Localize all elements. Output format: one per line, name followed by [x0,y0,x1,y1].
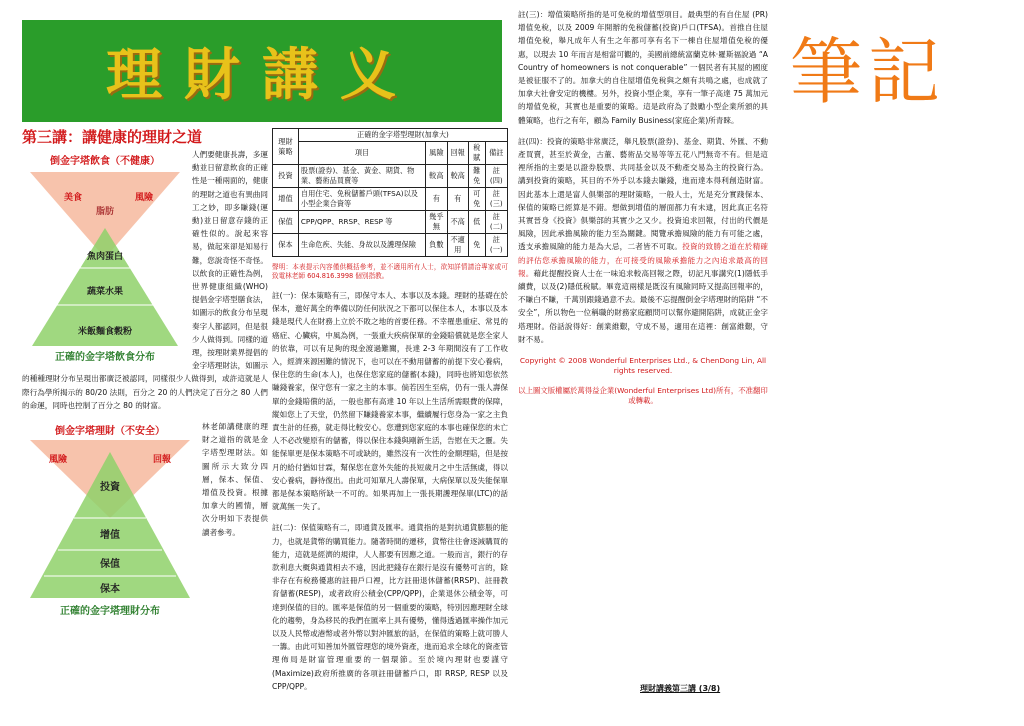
note-3: 註(三)：增值策略所指的是可免稅的增值型項目。最典型的有自住屋 (PR)增值免稅，以及 2009 年開辦的免稅儲蓄(投資)戶口(TFSA)。首推自住屋增值免稅，舉凡成年人有生之年都可享有名下一棟自住屋增值免稅的優惠，以現去 10 年而言是相當可觀的，美國前總統富蘭克林‧羅斯福說過 “A Country of homeowners is not conquerable” 一個民者有其屋的國度是被征服不了的。加拿大的自住屋增值免稅與之頗有共鳴之處，也成就了加拿大社會安定的機樓。另外，投資小型企業，享有一筆子高達 75 萬加元的增值免稅，其實也是重要的策略。這是政府為了鼓勵小型企業所頒的具體策略，也行之有年，顧為 Family Business(家庭企業)所青睞。 [518,10,768,125]
note-2: 註(二)：保值策略有二，即通貨及匯率。通貨指的是對抗通貨膨脹的能力，也就是貨幣的購買能力。隨著時間的遷移，貨幣往往會逐減購買的能力，這就是經濟的規律，人人都要有因應之道。一般而言，銀行的存款利息大概與通貨相去不遠，因此把錢存在銀行是沒有優勢可言的，除非存在有稅務優惠的註冊戶口裡，比方註冊退休儲蓄(RRSP)、註冊教育儲蓄(RESP)，或者政府公積金(CPP/QPP)，企業退休公積金等，可達到保值的目的。匯率是保值的另一個重要的策略，特別因應理財全球化的趨勢，身為移民的我們在匯率上具有優勢，懂得透過匯率操作加元以及人民幣或港幣或者外幣以對沖匯旅的話，在保值的策略上就可勝人一籌。由此可知善加外匯管理您的境外資產，進而追求全球化的資產管理佈局是財富管理重要的一個環節。至於境內理財也要謹守(Maximize)政府所推廣的各項註冊儲蓄戶口，即 RRSP, RESP 以及 CPP/QPP。 [272,523,508,691]
table-cell: 免 [468,234,485,257]
table-corner: 理財策略 [273,129,299,165]
table-cell: 註(三) [485,188,507,211]
table-cell: 註(四) [485,165,507,188]
table-row [273,211,508,234]
note-4-text: 註(四)：投資的策略非常廣泛，舉凡股票(證券)、基金、期貨、外匯、不動產買賣，甚至於黃金，古董、藝術品交易等等五花八門無奇不有。但是這裡所指的主要是以證券股票、共同基金以及不動產交易為主的投資行為。講到投資的策略，其目的不外乎以本錢去賺錢，進而達本得利創造財富。因此基本上還是富人俱樂部的理財策略，一般人士，光是充分實踐保本、保值的策略已經算是不錯。想做到增值的層面都力有未逮，因此真正名符其實晉身《投資》俱樂部的其實少之又少。投資追求回報，付出的代價是風險，因此承擔風險的能力至為關鍵。閱覽承擔風險的能力有可能之處，透支承擔風險的能力是為大忌，二者皆不可取。 [518,136,768,252]
copyright-line-chinese: 以上圖文版權屬於萬得益企業(Wonderful Enterprises Ltd)所有，不准翻印或轉載。 [518,386,768,406]
banner-title: 理財講义 [106,42,418,108]
finance-layer-label: 回報 [152,455,172,466]
table-row [273,165,508,188]
table-header: 稅賦 [468,142,485,165]
food-layer-label: 米飯麵食穀粉 [77,327,133,337]
table-header: 回報 [447,142,468,165]
table-cell: 保值 [273,211,299,234]
table-cell: 保本 [273,234,299,257]
copyright-line: Copyright © 2008 Wonderful Enterprises Ltd., & ChenDong Lin, All rights reserved. [519,356,767,376]
column-right [518,8,768,406]
finance-pyramid-top-label: 倒金字塔理財（不安全） [55,426,165,438]
intro-paragraph: 人們要健康長壽，多運動並日留意飲食的正確性是一種兩面的，健康的理財之道也有異曲同工之妙，即多賺錢(運動)並日留意存錢的正確性似的。說起來容易，做起來卻是知易行難，您說奇怪不奇怪。以飲食的正確性為例，世界健康組織(WHO)提倡金字塔型膳食法，如圖示的飲食分布呈現奏字人都認同，但是很少人做得到。同樣的道理，按理財業界提倡的金字塔理財法，如圖示的種種理財分布呈現出都廣泛被認同，同樣很少人做得到，或許這就是人際行為學所揭示的 80/20 法則，百分之 20 的人們決定了百分之 80 人們的命運，同時也控制了百分之 80 的財富。 [22,150,268,410]
table-cell: 較高 [426,165,447,188]
table-cell: CPP/QPP、RRSP、RESP 等 [298,211,425,234]
table-header-row [273,142,508,165]
table-cell: 自用住宅、免稅儲蓄戶頭(TFSA)以及小型企業合資等 [298,188,425,211]
table-disclaimer: 聲明：本表提示內容僅供概括參考，並不適用所有人士，欲知詳情請洽專家或可致電林老師 604.816.3998 個別指教。 [272,263,508,280]
table-cell: 增值 [273,188,299,211]
table-cell: 股票(證券)、基金、黃金、期貨、物業、藝術品買賣等 [298,165,425,188]
finance-layer-label: 增值 [100,530,120,542]
finance-layer-label: 投資 [100,482,120,494]
column-middle [272,128,508,701]
table-cell: 生命危疾、失能、身故以及護理保險 [298,234,425,257]
table-header: 風險 [426,142,447,165]
table-header: 備註 [485,142,507,165]
table-cell: 不適用 [447,234,468,257]
notes-heading: 筆記 [790,30,947,114]
food-layer-label: 風險 [134,193,154,203]
note-4-text-continued: 藉此提醒投資人士在一味追求較高回報之際，切記凡事講究(1)隱低手續費，以及(2)隱低稅賦。畢竟這兩樣是既沒有風險同時又提高回報率的，不賺白不賺，千萬別跟錢過意不去。最後不忘提醒倒金字塔理財的陷阱 “不安全”，所以物色一位稱職的財務家庭顧問可以幫你避開陷阱，成就正金字塔理財。俗話說得好：創業維艱，守成不易，適用在這裡：創富維艱，守財不易。 [518,268,768,344]
table-title: 正確的金字塔型理財(加拿大) [298,129,507,142]
food-pyramid-diagram [22,150,188,366]
finance-layer-label: 保值 [100,559,120,571]
table-cell: 低 [468,211,485,234]
page-footer: 理財講義第三講 (3/8) [640,684,721,693]
column-left [22,128,268,622]
table-cell: 有 [426,188,447,211]
table-cell: 負數 [426,234,447,257]
table-cell: 註(二) [485,211,507,234]
food-layer-label: 魚肉蛋白 [86,252,124,262]
note-4-highlight: 投資的致勝之道在於精確的評估您承擔風險的能力，在可接受的風險承擔能力之內追求最高的回報。 [518,242,769,278]
table-cell: 較高 [447,165,468,188]
food-layer-label: 美食 [64,193,83,203]
table-header: 項目 [298,142,425,165]
table-cell: 幾乎無 [426,211,447,234]
table-cell: 可免 [468,188,485,211]
table-cell: 不高 [447,211,468,234]
table-cell: 難免 [468,165,485,188]
food-layer-label: 脂肪 [95,207,115,217]
table-row [273,188,508,211]
table-row [273,234,508,257]
table-cell: 有 [447,188,468,211]
finance-layer-label: 保本 [100,584,120,596]
finance-layer-label: 風險 [48,455,68,466]
food-pyramid-top-label: 倒金字塔飲食（不健康） [50,156,160,167]
strategy-table [272,128,508,257]
finance-pyramid-bottom-label: 正確的金字塔理財分布 [60,606,160,618]
table-cell: 投資 [273,165,299,188]
closing-paragraph: 林老師講健康的理財之道指的就是金字塔型理財法。如圖所示大致分四層，保本、保值、增值及投資。根據加拿大的國情，層次分明如下表提供讀者參考。 [202,422,268,537]
food-layer-label: 蔬菜水果 [86,287,124,297]
finance-pyramid-diagram [22,422,198,620]
food-pyramid-bottom-label: 正確的金字塔飲食分布 [55,352,155,363]
note-4 [518,135,768,346]
lesson-title: 第三講：講健康的理財之道 [22,128,203,146]
note-1: 註(一)：保本策略有三，即保守本人、本事以及本錢。理財的基礎在於保本，邀好萬全的準備以防任何狀況之下都可以保住本人，本事以及本錢是現代人在財務上立於不敗之地的首要任務。不幸罹患重症、常見的癌症、心臟病，中風為例，一張重大疾病保單的金錢賠償就是您全家人的依靠，可以有足夠的現金渡過難關，長達 2-3 年期間沒有了工作收入，經濟來源困難的情況下，也可以在不動用儲蓄的前提下安心養病，保住您的生命(本人)，也保住您家庭的儲蓄(本錢)，同時也將知您依然賺錢養家，保守您有一家之主的本事。倘若因生至病，仍有一張人壽保單的金錢賠償的話，一般也都有高達 10 年以上生活所需眼費的保障，縱如您上了天堂，仍然留下賺錢養家本事，繼續履行您身為一家之主負責生計的任務，就走得比較安心。您遭到您家庭的本事也確保您的未亡人不必改變原有的儲蓄，得以保住本錢與剛新生活，告慰在天之靈。失能保單更是保本策略不可或缺的，雖然沒有一次性的金額理賠，但是按月的給付猶如甘霖，幫保您在意外失能的長短歲月之中生活無虞，得以安心養病，靜待復出。由此可知單凡人壽保單，大病保單以及失能保單都是保本策略所缺一不可的。如果再加上一張長期護理保單(LTC)的話就萬無一失了。 [272,291,508,512]
banner [22,20,502,122]
table-cell: 註(一) [485,234,507,257]
